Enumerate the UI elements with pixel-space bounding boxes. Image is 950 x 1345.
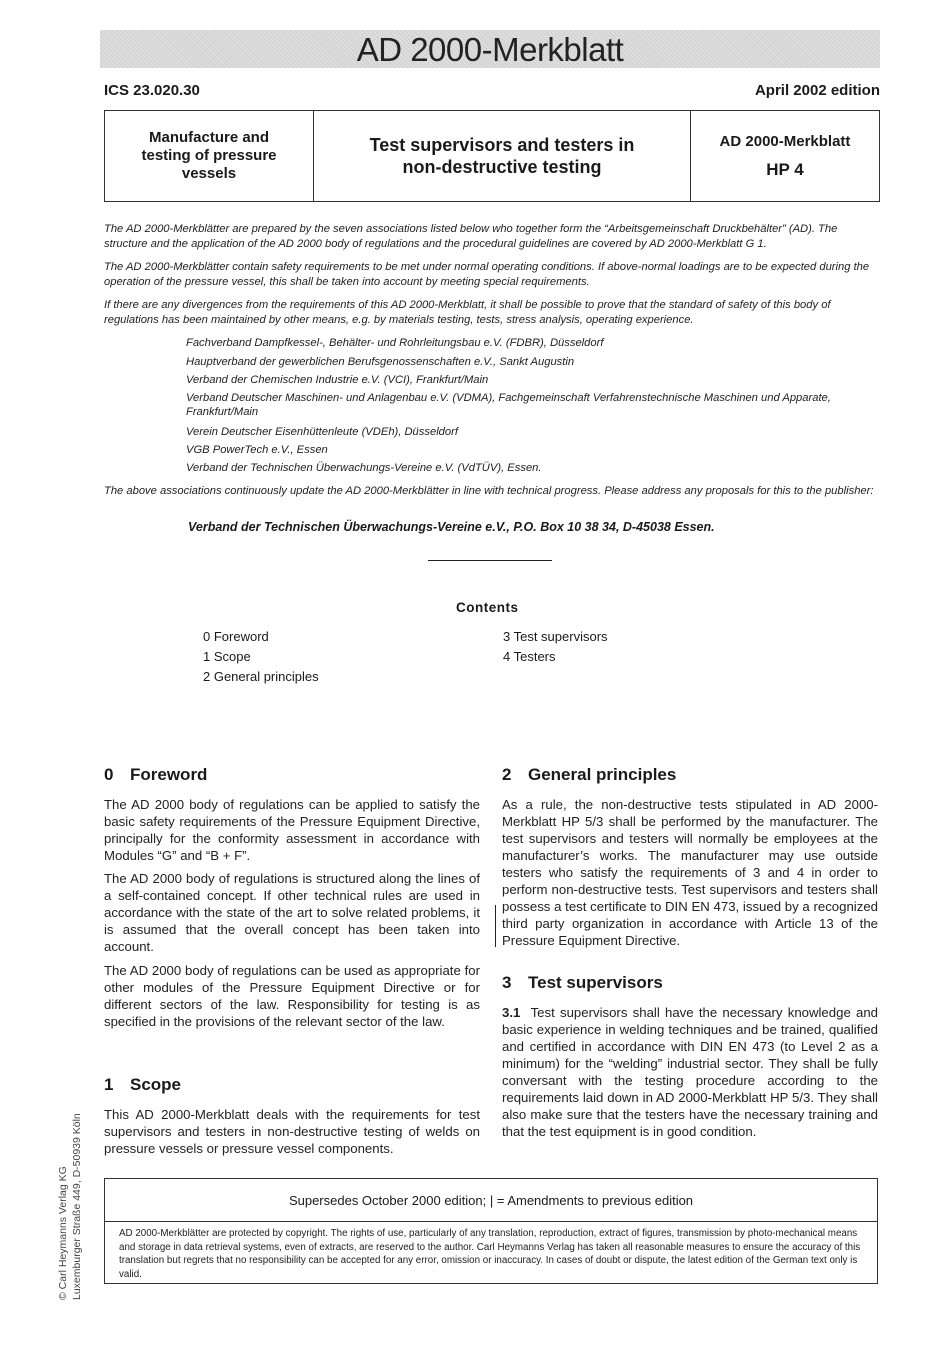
association-item: Verband der Technischen Überwachungs-Vereine e.V. (VdTÜV), Essen. [186, 462, 542, 474]
foreword-paragraph-3: The AD 2000 body of regulations can be used as appropriate for other modules of the Pressure Equipment Directive or for different sectors of the law. Responsibility for testing is as specified in the provisions of the relevant sector of the law. [104, 963, 480, 1029]
banner-title: AD 2000-Merkblatt [356, 31, 624, 68]
header-category-cell [105, 111, 314, 201]
header-code: HP 4 [766, 159, 804, 179]
association-item: Fachverband Dampfkessel-, Behälter- und Rohrleitungsbau e.V. (FDBR), Düsseldorf [186, 337, 604, 349]
header-category-text: Manufacture and testing of pressure vessels [141, 129, 277, 182]
scope-paragraph: This AD 2000-Merkblatt deals with the requirements for test supervisors and testers in non-destructive testing of welds on pressure vessels or pressure vessel components. [104, 1107, 480, 1156]
imprint-line-2: Luxemburger Straße 449, D-50939 Köln [71, 1113, 83, 1300]
section-number: 0 [104, 765, 114, 784]
toc-right-column [503, 627, 608, 667]
clause-text: Test supervisors shall have the necessary knowledge and basic experience in welding techniques and be trained, qualified and certified in accordance with DIN EN 473 (to Level 2 as a minimum) for the “welding” industrial sector. They shall be fully conversant with the testing procedure according to the requirements laid down in AD 2000-Merkblatt HP 5/3. They shall also make sure that the testers have the necessary training and that the test equipment is in good condition. [502, 1005, 879, 1139]
copyright-notice: AD 2000-Merkblätter are protected by copyright. The rights of use, particularly of any translation, reproduction, extract of figures, transmission by photo-mechanical means and storage in data retrieval systems, even of extracts, are reserved to the author. Carl Heymanns Verlag has taken all reasonable measures to ensure the accuracy of this translation but regrets that no responsibility can be accepted for any error, omission or inaccuracy. In cases of doubt or dispute, the latest edition of the German text only is valid. [119, 1228, 861, 1280]
publisher-address: Verband der Technischen Überwachungs-Vereine e.V., P.O. Box 10 38 34, D-45038 Essen. [188, 520, 715, 534]
section-title: General principles [528, 765, 677, 784]
title-banner [100, 30, 880, 68]
toc-item-test-supervisors[interactable]: 3 Test supervisors [503, 629, 608, 644]
contents-heading: Contents [456, 600, 519, 615]
ics-code: ICS 23.020.30 [104, 82, 200, 99]
foreword-paragraph-2: The AD 2000 body of regulations is structured along the lines of a self-contained concept. If other technical rules are used in accordance with the state of the art to solve related problems, it is assumed that the overall concept has been taken into account. [104, 871, 480, 954]
intro-paragraph-3: If there are any divergences from the requirements of this AD 2000-Merkblatt, it shall be possible to prove that the standard of safety of this body of regulations has been maintained by other means, e.g. by materials testing, tests, stress analysis, operating experience. [104, 299, 831, 326]
section-title: Foreword [130, 765, 208, 784]
intro-paragraph-2: The AD 2000-Merkblätter contain safety requirements to be met under normal operating conditions. If above-normal loadings are to be expected during the operation of the pressure vessel, this shall be taken into account by meeting special requirements. [104, 261, 870, 288]
document-title: Test supervisors and testers in non-destructive testing [369, 135, 635, 177]
imprint-line-1: © Carl Heymanns Verlag KG [57, 1166, 69, 1300]
section-title: Scope [130, 1075, 182, 1094]
intro-paragraph-4: The above associations continuously update the AD 2000-Merkblätter in line with technical progress. Please address any proposals for this to the publisher: [104, 485, 874, 497]
association-item: Verband Deutscher Maschinen- und Anlagenbau e.V. (VDMA), Fachgemeinschaft Verfahrenstechnische Maschinen und Apparate, Frankfurt/Main [186, 392, 831, 418]
edition-date: April 2002 edition [754, 82, 880, 99]
footer-divider [105, 1221, 877, 1222]
association-item: Verein Deutscher Eisenhüttenleute (VDEh), Düsseldorf [186, 426, 458, 438]
toc-item-scope[interactable]: 1 Scope [203, 649, 251, 664]
general-principles-paragraph: As a rule, the non-destructive tests stipulated in AD 2000-Merkblatt HP 5/3 shall be performed by the manufacturer. The test supervisors and testers will normally be employees at the manufacturer’s works. The manufacturer may use outside testers who satisfy the requirements of 3 and 4 in order to perform non-destructive tests. Test supervisors and testers shall possess a test certificate to DIN EN 473, issued by a recognized third party organization in accordance with Article 13 of the Pressure Equipment Directive. [502, 797, 878, 948]
association-item: Hauptverband der gewerblichen Berufsgenossenschaften e.V., Sankt Augustin [186, 356, 575, 368]
header-table [104, 110, 880, 202]
toc-item-testers[interactable]: 4 Testers [503, 649, 556, 664]
section-heading-foreword [104, 765, 207, 785]
header-code-cell [691, 111, 879, 201]
toc-left-column [203, 627, 319, 687]
supersedes-note: Supersedes October 2000 edition; | = Amendments to previous edition [288, 1193, 694, 1208]
header-title-cell [314, 111, 691, 201]
section-heading-test-supervisors [502, 973, 663, 993]
intro-paragraph-1: The AD 2000-Merkblätter are prepared by the seven associations listed below who together form the “Arbeitsgemeinschaft Druckbehälter” (AD). The structure and the application of the AD 2000 body of regulations and the procedural guidelines are covered by AD 2000-Merkblatt G 1. [104, 223, 838, 250]
section-title: Test supervisors [528, 973, 663, 992]
association-item: VGB PowerTech e.V., Essen [186, 444, 328, 456]
clause-number: 3.1 [502, 1005, 521, 1020]
section-number: 3 [502, 973, 512, 992]
section-number: 2 [502, 765, 512, 784]
toc-item-general-principles[interactable]: 2 General principles [203, 669, 319, 684]
toc-item-foreword[interactable]: 0 Foreword [203, 629, 269, 644]
header-code-label: AD 2000-Merkblatt [719, 132, 851, 150]
amendment-marker [495, 905, 496, 947]
section-number: 1 [104, 1075, 114, 1094]
footer-box [104, 1178, 878, 1284]
section-heading-general-principles [502, 765, 676, 785]
publisher-imprint [56, 1113, 84, 1300]
test-supervisors-paragraph [502, 1004, 878, 1140]
foreword-paragraph-1: The AD 2000 body of regulations can be applied to satisfy the basic safety requirements of the Pressure Equipment Directive, principally for the conformity assessment in accordance with Modules “G” and “B + F”. [104, 797, 480, 863]
association-item: Verband der Chemischen Industrie e.V. (VCI), Frankfurt/Main [186, 374, 489, 386]
divider [428, 560, 552, 561]
section-heading-scope [104, 1075, 181, 1095]
